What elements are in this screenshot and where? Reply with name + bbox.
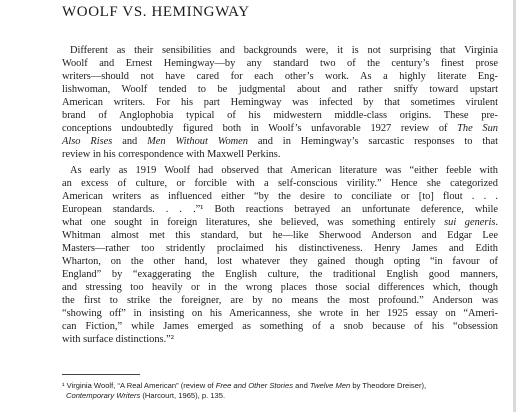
body-line: conceptions undoubtedly figured both in Woolf’s unfavorable 1927 review of The Sun <box>62 123 498 134</box>
body-line: Wharton, on the other hand, lost whatever they gained though opting “in favour of <box>62 256 498 267</box>
body-line: with surface distinctions.”² <box>62 334 174 345</box>
body-line: As early as 1919 Woolf had observed that American literature was “either feeble with <box>70 165 498 176</box>
body-line: Also Rises and Men Without Women and in Hemingway’s sarcastic responses to that <box>62 136 498 147</box>
body-line: American writers. For his part Hemingway was infected by that sometimes virulent <box>62 97 498 108</box>
body-line: writers—should not have cared for each other’s work. As a highly literate Eng- <box>62 71 498 82</box>
body-line: Different as their sensibilities and backgrounds were, it is not surprising that Virginia <box>70 45 498 56</box>
body-line: Masters—rather too stridently proclaimed his distinctiveness. Henry James and Edith <box>62 243 498 254</box>
body-line: brand of Anglophobia typical of his midwestern middle-class origins. These pre- <box>62 110 498 121</box>
footnote-line: Contemporary Writers (Harcourt, 1965), p. 135. <box>66 391 226 400</box>
body-line: and stressing too heavily or in the wrong places those social differences which, though <box>62 282 498 293</box>
body-line: what one sought in foreign literatures, she believed, was something entirely sui generis. <box>62 217 499 228</box>
body-line: lishwoman, Woolf tended to be judgmental about and rather sniffy toward upstart <box>62 84 498 95</box>
running-head: WOOLF VS. HEMINGWAY <box>62 4 250 20</box>
body-line: England” by “exaggerating the English culture, the traditional English good manners, <box>62 269 498 280</box>
footnote-rule <box>62 374 140 375</box>
body-line: review in his correspondence with Maxwell Perkins. <box>62 149 281 160</box>
body-line: can Fiction,” while James emerged as something of a snob because of his “obsession <box>62 321 498 332</box>
body-line: Whitman almost met this standard, but he—like Sherwood Anderson and Edgar Lee <box>62 230 498 241</box>
body-line: European standards. . . .”¹ Both reactions betrayed an unfortunate deference, while <box>62 204 498 215</box>
footnote-line: ¹ Virginia Woolf, “A Real American” (review of Free and Other Stories and Twelve Men by Theodore Dreiser), <box>62 381 427 390</box>
body-line: an excess of culture, or forcible with a self-conscious virility.” Hence she categorized <box>62 178 498 189</box>
body-line: American writers as influenced either “by the desire to conciliate or [to] flout . . . <box>62 191 498 202</box>
body-line: Woolf and Ernest Hemingway—by any standard two of the century’s finest prose <box>62 58 498 69</box>
body-line: the first to strike the foreigner, are by no means the most profound.” Anderson was <box>62 295 498 306</box>
body-line: “showing off” in insisting on his Americanness, she wrote in her 1925 essay on “Ameri- <box>62 308 498 319</box>
